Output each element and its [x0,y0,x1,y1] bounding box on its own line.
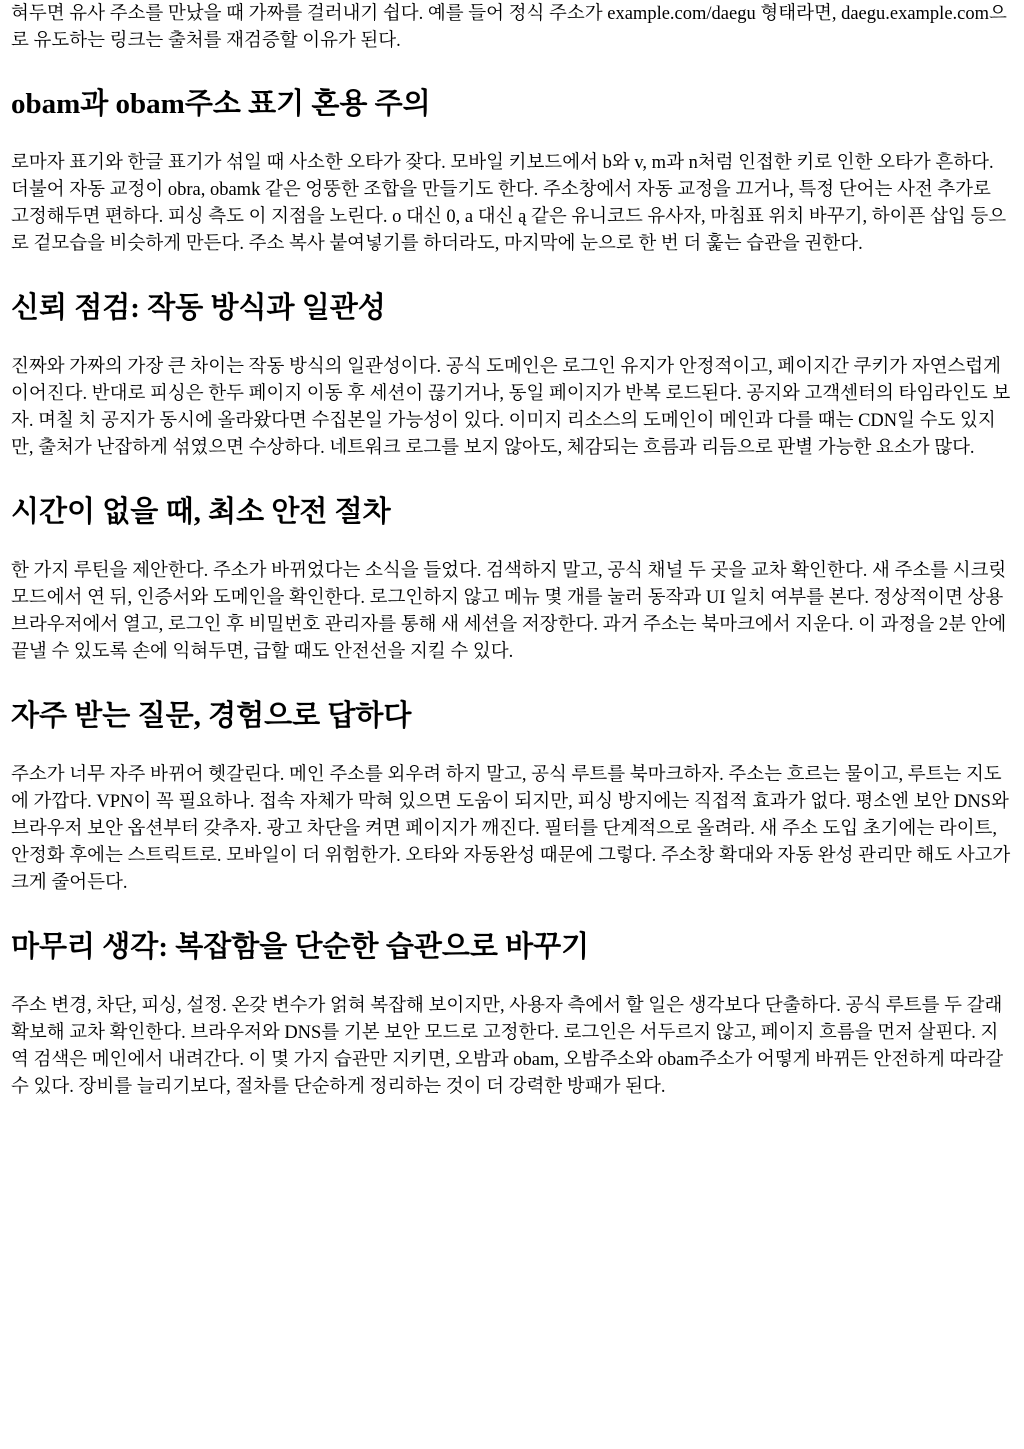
section-obam-notation [11,86,1012,258]
section-paragraph: 주소 변경, 차단, 피싱, 설정. 온갖 변수가 얽혀 복잡해 보이지만, 사용자 측에서 할 일은 생각보다 단출하다. 공식 루트를 두 갈래 확보해 교차 확인한다. 브라우저와 DNS를 기본 보안 모드로 고정한다. 로그인은 서두르지 않고, 페이지 흐름을 먼저 살핀다. 지역 검색은 메인에서 내려간다. 이 몇 가지 습관만 지키면, 오밤과 obam, 오밤주소와 obam주소가 어떻게 바뀌든 안전하게 따라갈 수 있다. 장비를 늘리기보다, 절차를 단순하게 정리하는 것이 더 강력한 방패가 된다. [11,996,1004,1097]
section-paragraph: 로마자 표기와 한글 표기가 섞일 때 사소한 오타가 잦다. 모바일 키보드에서 b와 v, m과 n처럼 인접한 키로 인한 오타가 흔하다. 더불어 자동 교정이 obra, obamk 같은 엉뚱한 조합을 만들기도 한다. 주소창에서 자동 교정을 끄거나, 특정 단어는 사전 추가로 고정해두면 편하다. 피싱 측도 이 지점을 노린다. o 대신 0, a 대신 ą 같은 유니코드 유사자, 마침표 위치 바꾸기, 하이픈 삽입 등으로 겉모습을 비슷하게 만든다. 주소 복사 붙여넣기를 하더라도, 마지막에 눈으로 한 번 더 훑는 습관을 권한다. [11,153,1007,254]
section-closing [11,929,1012,1101]
section-heading: obam과 obam주소 표기 혼용 주의 [11,88,431,120]
section-paragraph: 진짜와 가짜의 가장 큰 차이는 작동 방식의 일관성이다. 공식 도메인은 로그인 유지가 안정적이고, 페이지간 쿠키가 자연스럽게 이어진다. 반대로 피싱은 한두 페이지 이동 후 세션이 끊기거나, 동일 페이지가 반복 로드된다. 공지와 고객센터의 타임라인도 보자. 며칠 치 공지가 동시에 올라왔다면 수집본일 가능성이 있다. 이미지 리소스의 도메인이 메인과 다를 때는 CDN일 수도 있지만, 출처가 난잡하게 섞였으면 수상하다. 네트워크 로그를 보지 않아도, 체감되는 흐름과 리듬으로 판별 가능한 요소가 많다. [11,357,1011,458]
section-faq [11,698,1012,897]
section-heading: 시간이 없을 때, 최소 안전 절차 [11,496,391,528]
section-heading: 자주 받는 질문, 경험으로 답하다 [11,700,412,732]
section-paragraph: 주소가 너무 자주 바뀌어 헷갈린다. 메인 주소를 외우려 하지 말고, 공식 루트를 북마크하자. 주소는 흐르는 물이고, 루트는 지도에 가깝다. VPN이 꼭 필요하나. 접속 자체가 막혀 있으면 도움이 되지만, 피싱 방지에는 직접적 효과가 없다. 평소엔 보안 DNS와 브라우저 보안 옵션부터 갖추자. 광고 차단을 켜면 페이지가 깨진다. 필터를 단계적으로 올려라. 새 주소 도입 초기에는 라이트, 안정화 후에는 스트릭트로. 모바일이 더 위험한가. 오타와 자동완성 때문에 그렇다. 주소창 확대와 자동 완성 관리만 해도 사고가 크게 줄어든다. [11,765,1011,893]
section-trust-check [11,290,1012,462]
section-heading: 신뢰 점검: 작동 방식과 일관성 [11,292,386,324]
section-heading: 마무리 생각: 복잡함을 단순한 습관으로 바꾸기 [11,931,590,963]
section-paragraph: 한 가지 루틴을 제안한다. 주소가 바뀌었다는 소식을 들었다. 검색하지 말고, 공식 채널 두 곳을 교차 확인한다. 새 주소를 시크릿 모드에서 연 뒤, 인증서와 도메인을 확인한다. 로그인하지 않고 메뉴 몇 개를 눌러 동작과 UI 일치 여부를 본다. 정상적이면 상용 브라우저에서 열고, 로그인 후 비밀번호 관리자를 통해 새 세션을 저장한다. 과거 주소는 북마크에서 지운다. 이 과정을 2분 안에 끝낼 수 있도록 손에 익혀두면, 급할 때도 안전선을 지킬 수 있다. [11,561,1007,662]
section-minimum-safety [11,494,1012,666]
article [0,1,1024,1101]
intro-paragraph: 혀두면 유사 주소를 만났을 때 가짜를 걸러내기 쉽다. 예를 들어 정식 주소가 example.com/daegu 형태라면, daegu.example.com으로 유도하는 링크는 출처를 재검증할 이유가 된다. [11,4,1007,51]
